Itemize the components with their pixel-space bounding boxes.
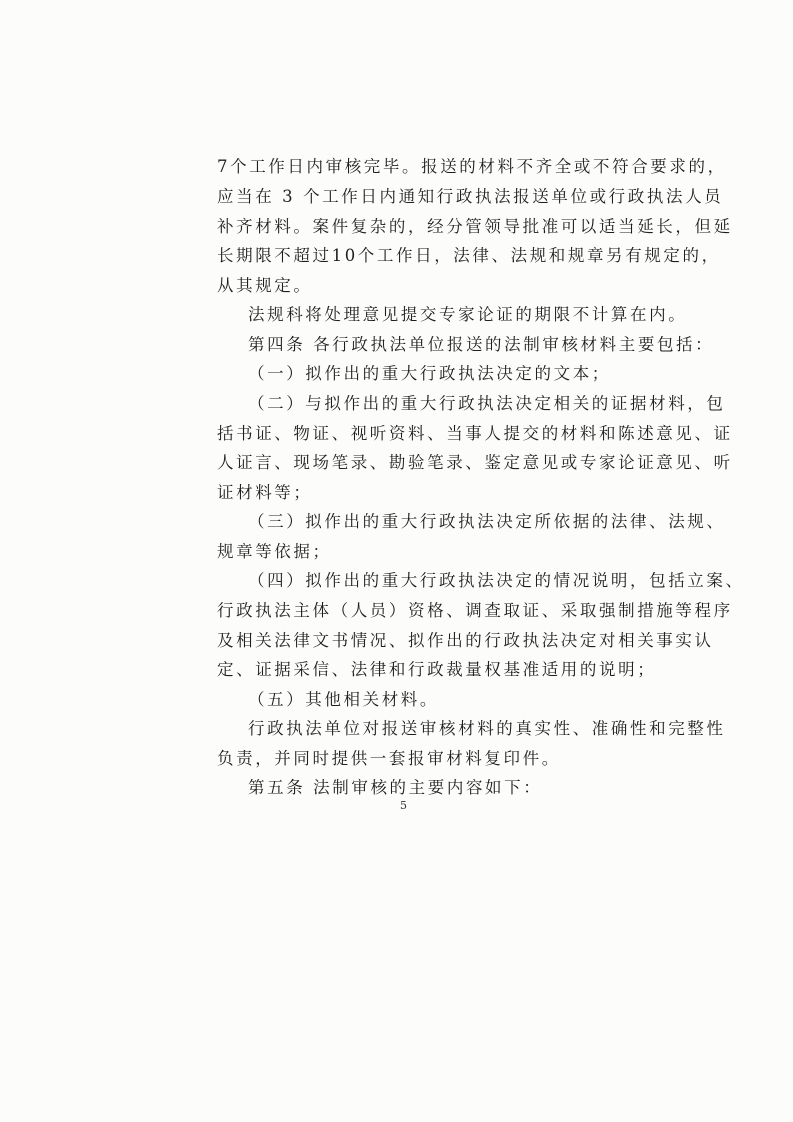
text-line-2: 应当在 3 个工作日内通知行政执法报送单位或行政执法人员: [217, 187, 724, 206]
text-line-10: 括书证、物证、视听资料、当事人提交的材料和陈述意见、证: [217, 424, 733, 443]
text-line-8: （一）拟作出的重大行政执法决定的文本；: [248, 364, 611, 383]
text-line-1: 7个工作日内审核完毕。报送的材料不齐全或不符合要求的，: [217, 157, 727, 176]
text-line-19: （五）其他相关材料。: [248, 690, 439, 709]
text-line-12: 证材料等；: [217, 483, 313, 502]
text-line-17: 及相关法律文书情况、拟作出的行政执法决定对相关事实认: [217, 631, 714, 650]
article-five-heading: 第五条 法制审核的主要内容如下：: [248, 778, 543, 797]
text-line-9: （二）与拟作出的重大行政执法决定相关的证据材料，包: [248, 394, 726, 413]
text-line-21: 负责，并同时提供一套报审材料复印件。: [217, 749, 561, 768]
text-line-15: （四）拟作出的重大行政执法决定的情况说明，包括立案、: [248, 571, 745, 590]
text-line-13: （三）拟作出的重大行政执法决定所依据的法律、法规、: [248, 512, 726, 531]
text-line-14: 规章等依据；: [217, 542, 332, 561]
text-line-16: 行政执法主体（人员）资格、调查取证、采取强制措施等程序: [217, 601, 733, 620]
article-four-heading: 第四条 各行政执法单位报送的法制审核材料主要包括：: [248, 335, 715, 354]
text-line-18: 定、证据采信、法律和行政裁量权基准适用的说明；: [217, 660, 657, 679]
page-number: 5: [400, 799, 407, 812]
text-line-5: 从其规定。: [217, 276, 313, 295]
text-line-11: 人证言、现场笔录、勘验笔录、鉴定意见或专家论证意见、听: [217, 453, 733, 472]
text-line-3: 补齐材料。案件复杂的，经分管领导批准可以适当延长，但延: [217, 217, 733, 236]
text-line-20: 行政执法单位对报送审核材料的真实性、准确性和完整性: [248, 719, 726, 738]
text-line-6: 法规科将处理意见提交专家论证的期限不计算在内。: [248, 305, 688, 324]
text-line-4: 长期限不超过10个工作日，法律、法规和规章另有规定的，: [217, 246, 721, 265]
